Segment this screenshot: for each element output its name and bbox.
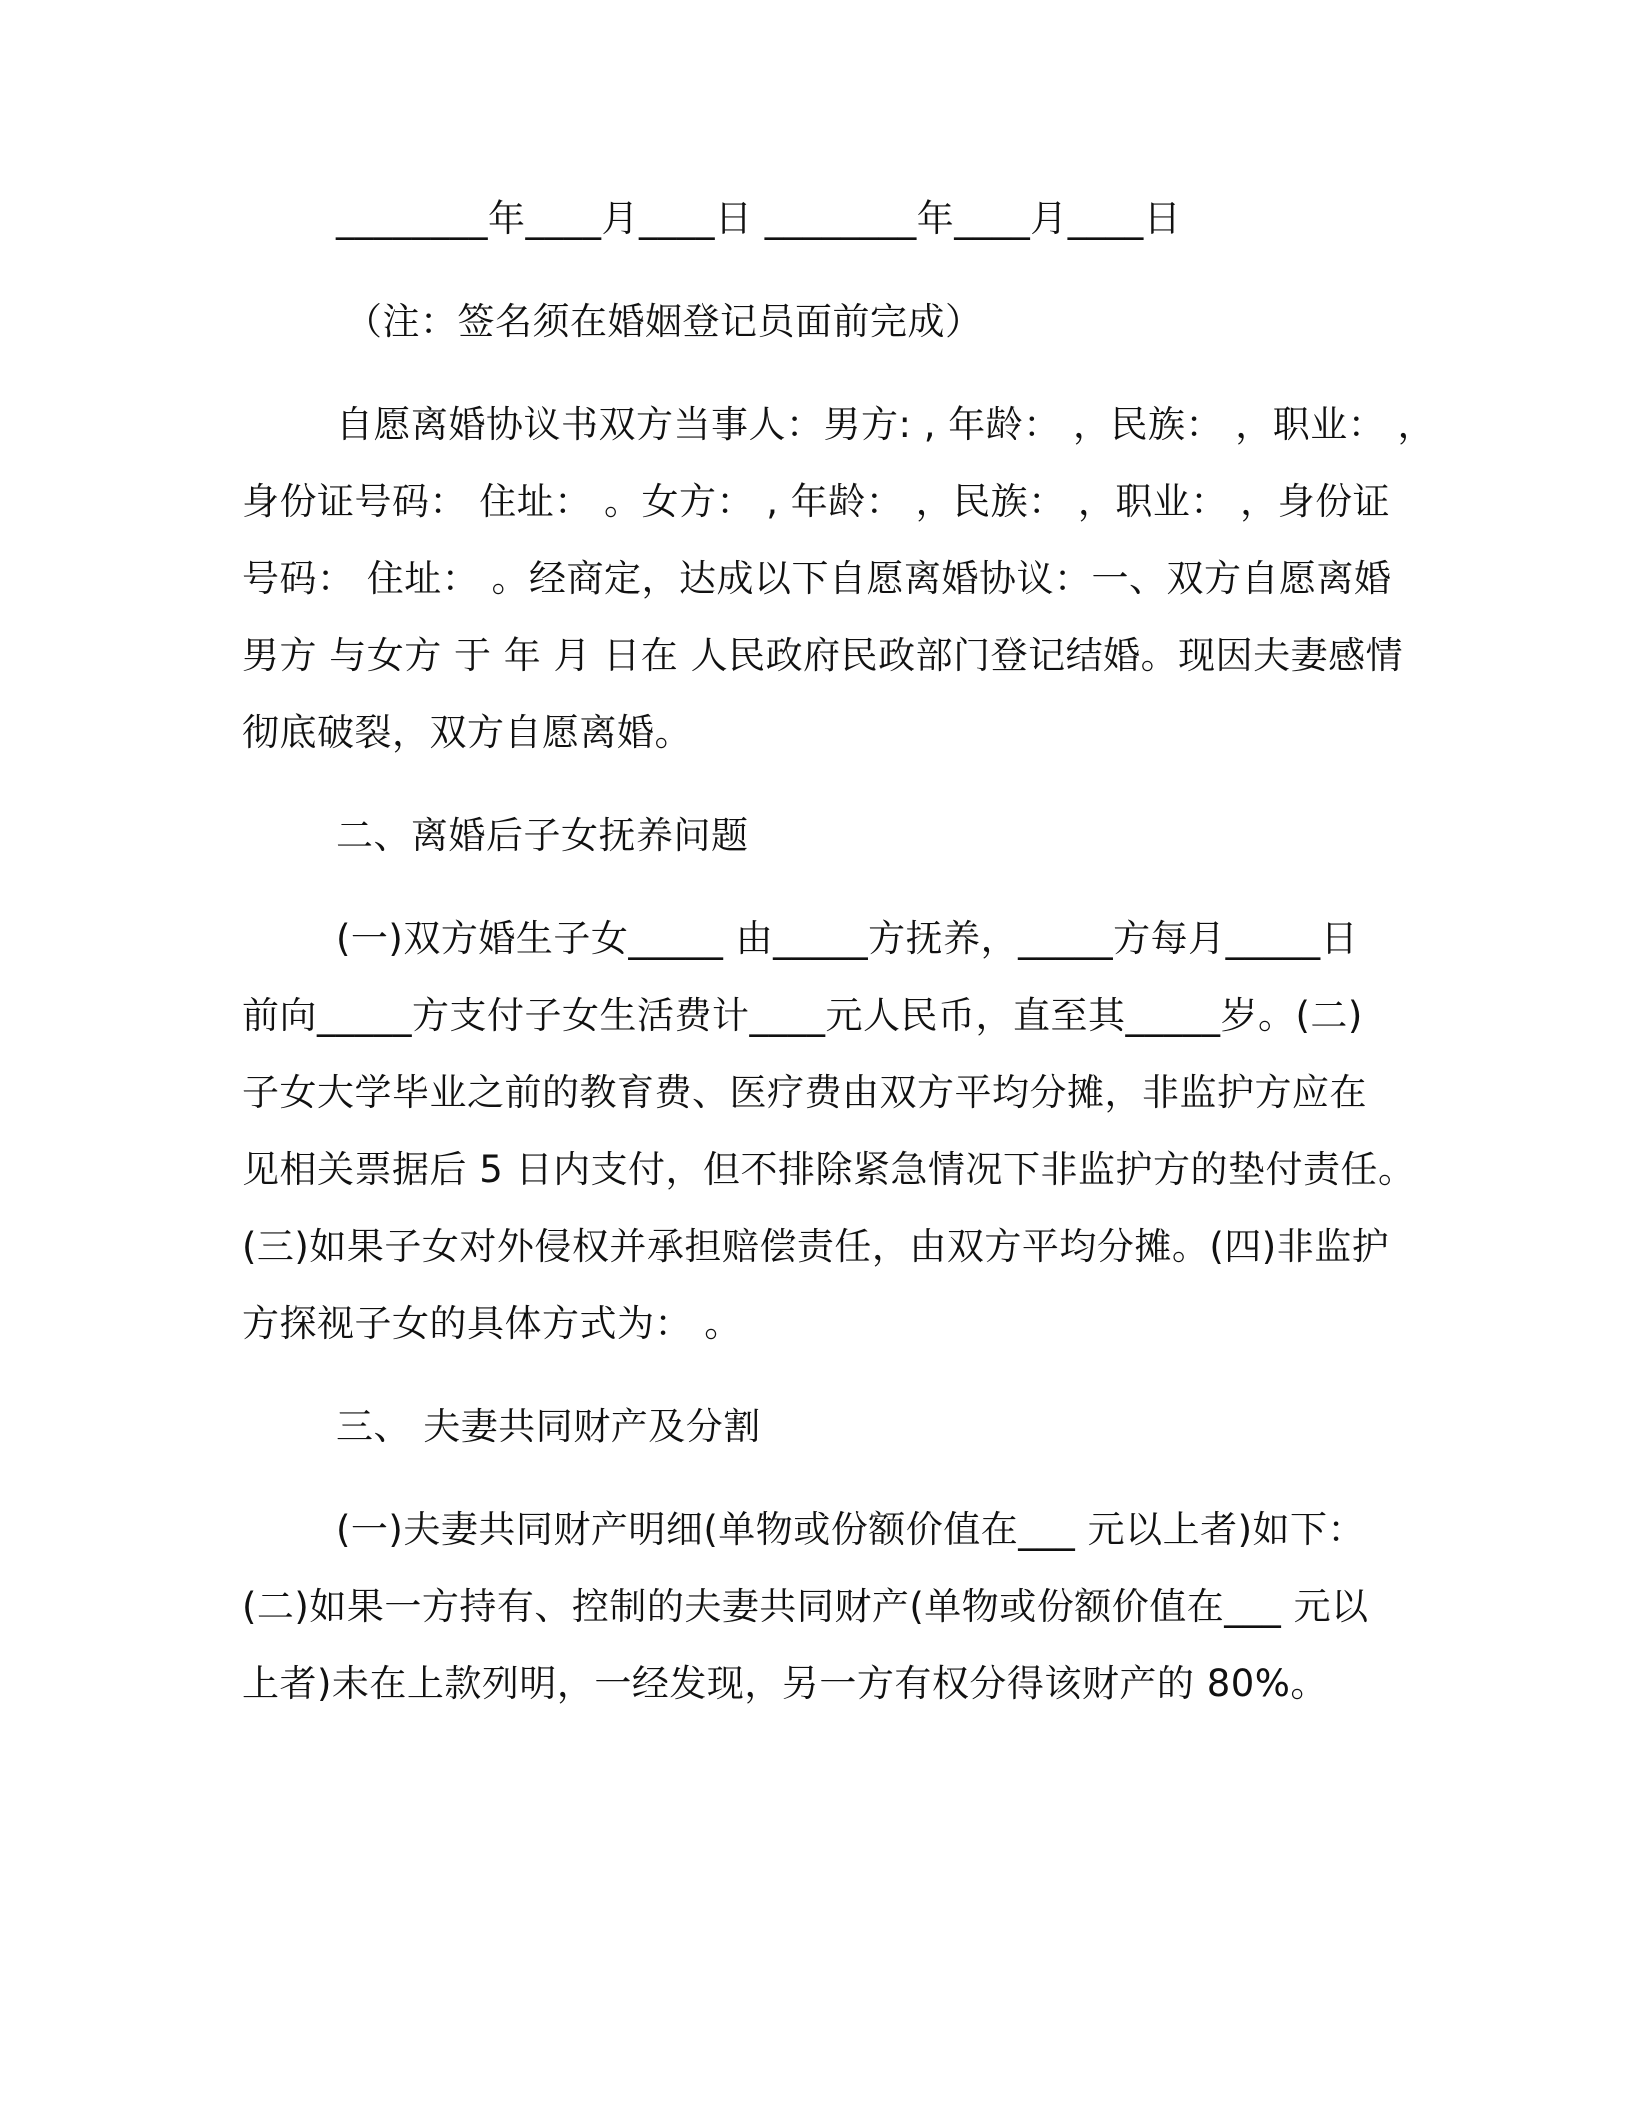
paragraph-line: (二)如果一方持有、控制的夫妻共同财产(单物或份额价值在___ 元以 [242, 1585, 1369, 1628]
section-heading: 二、离婚后子女抚养问题 [336, 814, 749, 857]
paragraph-line: 见相关票据后 5 日内支付，但不排除紧急情况下非监护方的垫付责任。 [242, 1148, 1416, 1191]
paragraph-line: (一)双方婚生子女_____ 由_____方抚养，_____方每月_____日 [336, 917, 1359, 960]
paragraph-line: 男方 与女方 于 年 月 日在 人民政府民政部门登记结婚。现因夫妻感情 [242, 634, 1404, 677]
paragraph-line: 上者)未在上款列明，一经发现，另一方有权分得该财产的 80%。 [242, 1662, 1328, 1705]
paragraph-line: 彻底破裂，双方自愿离婚。 [242, 711, 692, 754]
signature-note: （注：签名须在婚姻登记员面前完成） [345, 300, 983, 343]
paragraph-line: (三)如果子女对外侵权并承担赔偿责任，由双方平均分摊。(四)非监护 [242, 1225, 1390, 1268]
paragraph-line: 方探视子女的具体方式为： 。 [242, 1302, 742, 1345]
paragraph-line: 号码： 住址： 。经商定，达成以下自愿离婚协议：一、双方自愿离婚 [242, 557, 1392, 600]
paragraph-line: 前向_____方支付子女生活费计____元人民币，直至其_____岁。(二) [242, 994, 1363, 1037]
section-heading: 三、 夫妻共同财产及分割 [336, 1405, 761, 1448]
signature-date-line: ________年____月____日 ________年____月____日 [336, 197, 1182, 240]
paragraph-line: 自愿离婚协议书双方当事人：男方: , 年龄： ，民族： ，职业： ， [336, 403, 1436, 446]
paragraph-line: 身份证号码： 住址： 。女方： , 年龄： ，民族： ，职业： ，身份证 [242, 480, 1391, 523]
paragraph-line: 子女大学毕业之前的教育费、医疗费由双方平均分摊，非监护方应在 [242, 1071, 1367, 1114]
paragraph-line: (一)夫妻共同财产明细(单物或份额价值在___ 元以上者)如下： [336, 1508, 1365, 1551]
